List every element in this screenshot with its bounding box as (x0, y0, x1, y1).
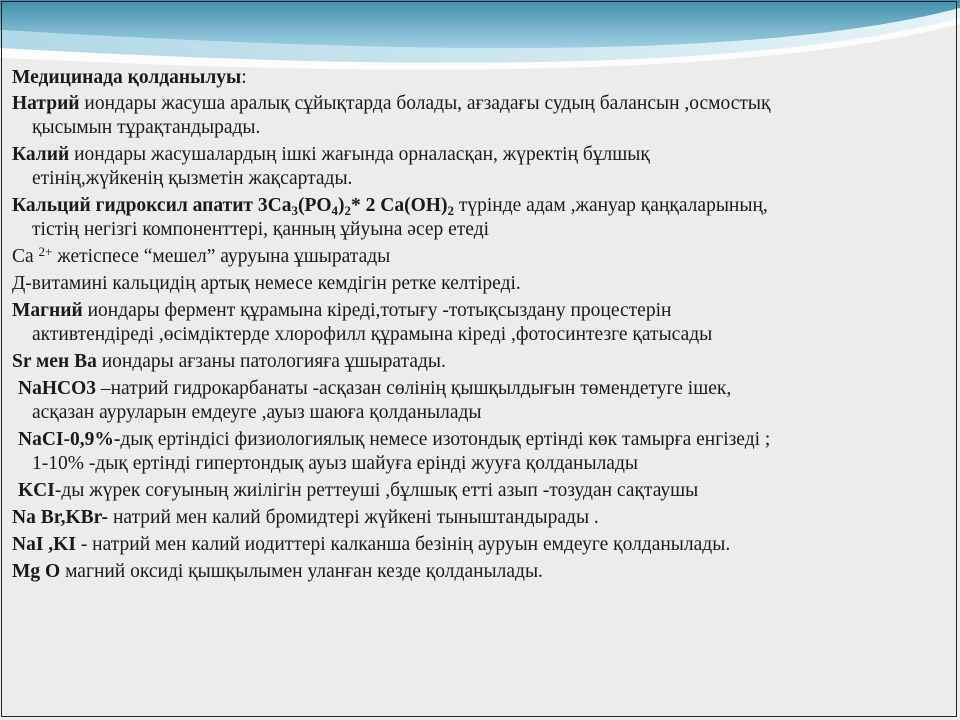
item-mgo (12, 560, 952, 584)
item-text-continued: етінің,жүйкенің қызметін жақсартады. (32, 168, 353, 189)
item-calcium-ion (12, 245, 952, 269)
item-term: NaCI-0,9%- (18, 429, 121, 450)
item-text: Д-витамині кальцидің артық немесе кемдігін ретке келтіреді. (12, 273, 521, 294)
item-term: NaHCO3 (18, 378, 96, 399)
ion-symbol: Ca (12, 246, 39, 267)
slide-heading (12, 66, 952, 90)
item-nacl (12, 428, 952, 476)
item-term-formula (12, 195, 454, 216)
item-text: дық ертіндісі физиологиялық немесе изотондық ертінді көк тамырға енгізеді ; (120, 429, 771, 450)
content-body (12, 66, 952, 587)
formula-subscript: 3 (291, 203, 298, 218)
item-text: иондары фермент құрамына кіреді,тотығу -тотықсыздану процестерін (82, 300, 672, 321)
item-calcium-apatite (12, 194, 952, 242)
item-bromides (12, 506, 952, 530)
formula-part: Кальций гидроксил апатит 3Ca (12, 195, 292, 216)
item-text-continued: қысымын тұрақтандырады. (32, 117, 261, 138)
item-sodium (12, 92, 952, 140)
item-text-continued: асқазан ауруларын емдеуге ,ауыз шаюға қолданылады (32, 402, 482, 423)
item-term: KCI (18, 480, 55, 501)
item-nahco3 (12, 377, 952, 425)
formula-part: ) (338, 195, 345, 216)
item-term: Sr мен Ba (12, 351, 97, 372)
item-term: NaI ,KI (12, 534, 76, 555)
heading-bold: Медицинада қолданылуы (12, 67, 242, 88)
formula-subscript: 2 (447, 203, 454, 218)
item-text: жетіспесе “мешел” ауруына ұшыратады (52, 246, 391, 267)
item-term: Калий (12, 144, 70, 165)
ion-charge: 2+ (38, 244, 53, 259)
item-text: –натрий гидрокарбанаты -асқазан сөлінің қышқылдығын төмендетуге ішек, (96, 378, 732, 399)
item-text-continued: тістің негізгі компоненттері, қанның ұйуына әсер етеді (32, 219, 490, 240)
item-text: иондары жасуша аралық сұйықтарда болады, ағзадағы судың балансын ,осмостық (79, 93, 771, 114)
item-text-continued: активтендіреді ,өсімдіктерде хлорофилл құрамына кіреді ,фотосинтезге қатысады (32, 324, 713, 345)
item-text: иондары ағзаны патологияға ұшыратады. (96, 351, 446, 372)
item-term: Mg O (12, 561, 61, 582)
item-kcl (12, 479, 952, 503)
item-text: натрий мен калий бромидтері жүйкені тыныштандырады . (108, 507, 599, 528)
item-term: Магний (12, 300, 83, 321)
item-potassium (12, 143, 952, 191)
item-text: иондары жасушалардың ішкі жағында орналасқан, жүректің бұлшық (69, 144, 650, 165)
item-sr-ba (12, 350, 952, 374)
item-text-continued: 1-10% -дық ертінді гипертондық ауыз шайуға ерінді жууға қолданылады (32, 453, 638, 474)
item-text: магний оксиді қышқылымен уланған кезде қолданылады. (60, 561, 543, 582)
formula-subscript: 4 (331, 203, 339, 218)
heading-colon: : (241, 67, 247, 88)
item-magnesium (12, 299, 952, 347)
formula-part: (PO (297, 195, 332, 216)
item-iodides (12, 533, 952, 557)
formula-part: * 2 Ca(OH) (351, 195, 448, 216)
formula-subscript: 2 (344, 203, 352, 218)
item-text: - натрий мен калий иодиттері калканша безінің ауруын емдеуге қолданылады. (75, 534, 731, 555)
item-text: түрінде адам ,жануар қаңқаларының, (453, 195, 768, 216)
wave-header-decoration (0, 0, 960, 75)
item-term: Na Br,KBr- (12, 507, 109, 528)
item-term: Натрий (12, 93, 80, 114)
item-text: -ды жүрек соғуының жиілігін реттеуші ,бұлшық етті азып -тозудан сақтаушы (54, 480, 699, 501)
item-vitamin-d (12, 272, 952, 296)
